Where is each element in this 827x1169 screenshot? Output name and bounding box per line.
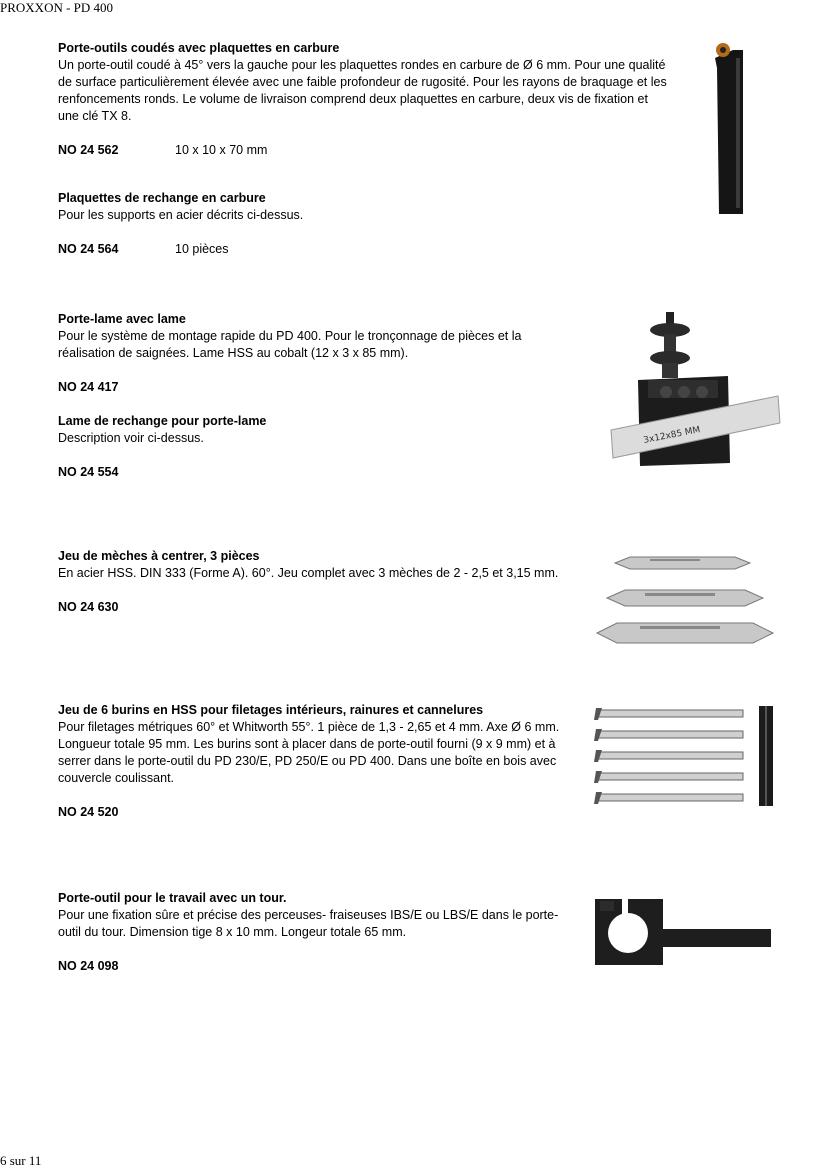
- hss-burins-image: [592, 702, 782, 812]
- product-reference: [58, 599, 568, 616]
- product-replacement-blade: [58, 413, 568, 481]
- lathe-holder-image: [590, 895, 775, 970]
- product-title: Jeu de mèches à centrer, 3 pièces: [58, 549, 260, 563]
- product-title: Porte-lame avec lame: [58, 312, 186, 326]
- product-reference: [58, 464, 568, 481]
- product-spec: 10 x 10 x 70 mm: [175, 143, 268, 157]
- product-blade-holder: [58, 311, 568, 481]
- product-description: Description voir ci-dessus.: [58, 431, 204, 445]
- product-description: Pour le système de montage rapide du PD 400. Pour le tronçonnage de pièces et la réalisation de saignées. Lame HSS au cobalt (12 x 3 x 85 mm).: [58, 329, 522, 360]
- product-title: Lame de rechange pour porte-lame: [58, 414, 267, 428]
- center-drills-image: [595, 548, 775, 648]
- page-footer: 6 sur 11: [0, 1153, 42, 1168]
- product-reference: [58, 142, 668, 159]
- product-code: NO 24 630: [58, 600, 119, 614]
- product-title: Porte-outils coudés avec plaquettes en carbure: [58, 41, 340, 55]
- product-code: NO 24 562: [58, 143, 119, 157]
- product-description: Pour une fixation sûre et précise des perceuses- fraiseuses IBS/E ou LBS/E dans le porte-outil du tour. Dimension tige 8 x 10 mm. Longeur totale 65 mm.: [58, 908, 559, 939]
- product-lathe-holder: [58, 890, 568, 975]
- product-code: NO 24 417: [58, 380, 119, 394]
- product-title: Porte-outil pour le travail avec un tour.: [58, 891, 287, 905]
- product-reference: [58, 958, 568, 975]
- product-description: Pour les supports en acier décrits ci-dessus.: [58, 208, 304, 222]
- product-reference: [58, 379, 568, 396]
- angled-holder-image: [705, 38, 755, 218]
- product-code: NO 24 554: [58, 465, 119, 479]
- page-header: PROXXON - PD 400: [0, 0, 114, 15]
- product-title: Jeu de 6 burins en HSS pour filetages intérieurs, rainures et cannelures: [58, 703, 484, 717]
- product-spec: 10 pièces: [175, 242, 229, 256]
- product-reference: [58, 804, 590, 821]
- product-description: Pour filetages métriques 60° et Whitworth 55°. 1 pièce de 1,3 - 2,65 et 4 mm. Axe Ø 6 mm. Longueur totale 95 mm. Les burins sont à placer dans de porte-outil fourni (9 x 9 mm) et à serrer dans le porte-outil du PD 230/E, PD 250/E ou PD 400. Dans une boîte en bois avec couvercle coulissant.: [58, 720, 560, 785]
- product-hss-burins: [58, 702, 590, 821]
- product-description: En acier HSS. DIN 333 (Forme A). 60°. Jeu complet avec 3 mèches de 2 - 2,5 et 3,15 mm.: [58, 566, 559, 580]
- product-center-drills: [58, 548, 568, 616]
- product-code: NO 24 564: [58, 242, 119, 256]
- product-code: NO 24 520: [58, 805, 119, 819]
- blade-marking: 3x12x85 MM: [642, 425, 702, 446]
- product-code: NO 24 098: [58, 959, 119, 973]
- product-description: Un porte-outil coudé à 45° vers la gauche pour les plaquettes rondes en carbure de Ø 6 mm. Pour une qualité de surface particulièrement élevée avec une faible profondeur de rugosité. Pour les rayons de braquage et les renfoncements ronds. Le volume de livraison comprend deux plaquettes en carbure, deux vis de fixation et une clé TX 8.: [58, 58, 667, 123]
- product-angled-holder: [58, 40, 668, 159]
- product-title: Plaquettes de rechange en carbure: [58, 191, 266, 205]
- product-reference: [58, 241, 668, 258]
- blade-holder-image: [608, 308, 783, 473]
- product-carbide-inserts: [58, 190, 668, 258]
